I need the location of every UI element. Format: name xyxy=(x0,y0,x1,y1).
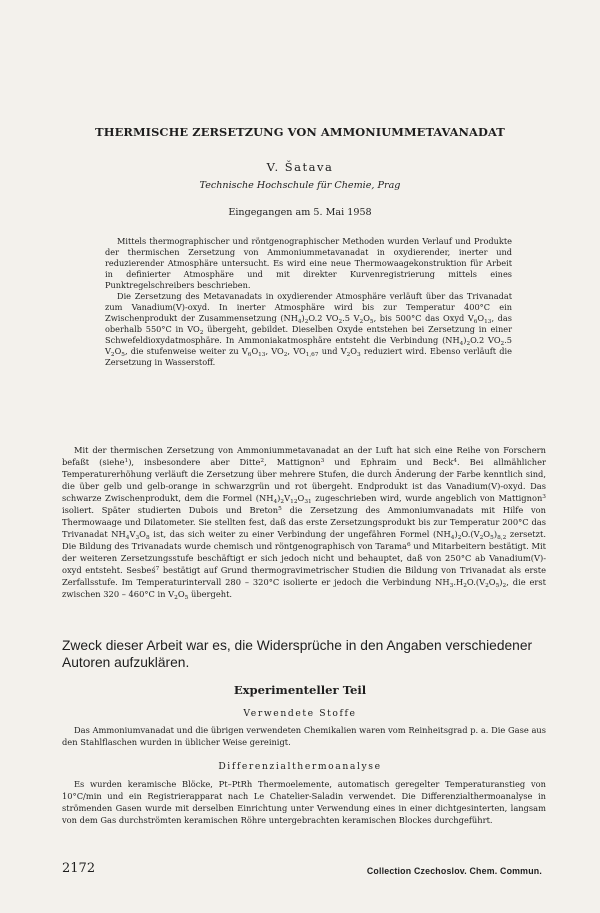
author-affiliation: Technische Hochschule für Chemie, Prag xyxy=(199,180,401,191)
journal-name: Collection Czechoslov. Chem. Commun. xyxy=(366,866,542,876)
introduction xyxy=(62,444,546,600)
dta-section xyxy=(62,778,546,826)
article-title: THERMISCHE ZERSETZUNG VON AMMONIUMMETAVANADAT xyxy=(95,125,505,139)
highlighted-statement: Zweck dieser Arbeit war es, die Widersprüche in den Angaben verschiedener Autoren aufzuklären. xyxy=(62,638,533,670)
section-heading-experimental: Experimenteller Teil xyxy=(233,683,367,697)
materials-section xyxy=(62,724,546,748)
abstract-paragraph-1: Mittels thermographischer und röntgenographischer Methoden wurden Verlauf und Produkte der thermischen Zersetzung von Ammoniummetavanadat in oxydierender, inerter und reduzierender Atmosphäre untersucht. Es wird eine neue Thermowaagekonstruktion für Arbeit in definierter Atmosphäre und mit direkter Kurvenregistrierung mittels eines Punktregelschreibers beschrieben. xyxy=(105,236,512,290)
abstract xyxy=(105,236,512,368)
page-number: 2172 xyxy=(62,861,96,876)
received-date: Eingegangen am 5. Mai 1958 xyxy=(228,207,372,218)
subheading-materials: Verwendete Stoffe xyxy=(243,708,357,719)
subheading-dta: Differenzialthermoanalyse xyxy=(218,761,382,772)
intro-paragraph: Mit der thermischen Zersetzung von Ammoniummetavanadat an der Luft hat sich eine Reihe von Forschern befaßt (siehe$^1$), insbesondere aber Ditte$^2$, Mattignon$^3$ und Ephraim und Beck$^4$. Bei allmählicher Temperaturerhöhung verläuft die Zersetzung über mehrere Stufen, die durch Änderung der Farbe kenntlich sind, die über gelb und gelb-orange in schwarzgrün und rot übergeht. Endprodukt ist das Vanadium(V)-oxyd. Das schwarze Zwischenprodukt, dem die Formel $(NH_4)_2V_{12}O_{31}$ zugeschrieben wird, wurde angeblich von Mattignon$^3$ isoliert. Später studierten Dubois und Breton$^5$ die Zersetzung des Ammoniumvanadats mit Hilfe von Thermowaage und Dilatometer. Sie stellten fest, daß das erste Zersetzungsprodukt bis zur Temperatur 200°C das Trivanadat $NH_4V_3O_8$ ist, das sich weiter zu einer Verbindung der ungefähren Formel $(NH_4)_2O.(V_2O_5)_{8,2}$ zersetzt. Die Bildung des Trivanadats wurde chemisch und röntgenographisch von Tarama$^6$ und Mitarbeitern bestätigt. Mit der weiteren Zersetzungsstufe beschäftigt er sich jedoch nicht und behauptet, daß von 250°C ab Vanadium(V)-oxyd entsteht. Sesbeś$^7$ bestätigt auf Grund thermogravimetrischer Studien die Bildung von Trivanadat als erste Zerfallsstufe. Im Temperaturintervall 280 – 320°C isolierte er jedoch die Verbindung $NH_3.H_2O.(V_2O_5)_2$, die erst zwischen 320 – 460°C in $V_2O_5$ übergeht. xyxy=(62,445,546,601)
author-name: V. Šatava xyxy=(266,160,334,174)
abstract-paragraph-2: Die Zersetzung des Metavanadats in oxydierender Atmosphäre verläuft über das Trivanadat zum Vanadium(V)-oxyd. In inerter Atmosphäre wird bis zur Temperatur 400°C ein Zwischenprodukt der Zusammensetzung $(NH_4)_2O.2$ $VO_2.5$ $V_2O_5$, bis 500°C das Oxyd $V_6O_{13}$, das oberhalb 550°C in $VO_2$ übergeht, gebildet. Dieselben Oxyde entstehen bei Zersetzung in einer Schwefeldioxydatmosphäre. In Ammoniakatmosphäre entsteht die Verbindung $(NH_4)_2O.2$ $VO_2.5$ $V_2O_5$, die stufenweise weiter zu $V_6O_{13}$, $VO_2$, $VO_{1,67}$ und $V_2O_3$ reduziert wird. Ebenso verläuft die Zersetzung in Wasserstoff. xyxy=(105,291,512,367)
dta-paragraph: Es wurden keramische Blöcke, Pt–PtRh Thermoelemente, automatisch geregelter Temperaturanstieg von 10°C/min und ein Registrierapparat nach Le Chatelier-Saladin verwendet. Die Differenzialthermoanalyse in strömenden Gasen wurde mit derselben Einrichtung unter Verwendung eines in einer dichtgesinterten, langsam von dem Gas durchströmten keramischen Röhre untergebrachten keramischen Blockes durchgeführt. xyxy=(62,779,546,825)
materials-paragraph: Das Ammoniumvanadat und die übrigen verwendeten Chemikalien waren vom Reinheitsgrad p. a. Die Gase aus den Stahlflaschen wurden in üblicher Weise gereinigt. xyxy=(62,725,546,747)
